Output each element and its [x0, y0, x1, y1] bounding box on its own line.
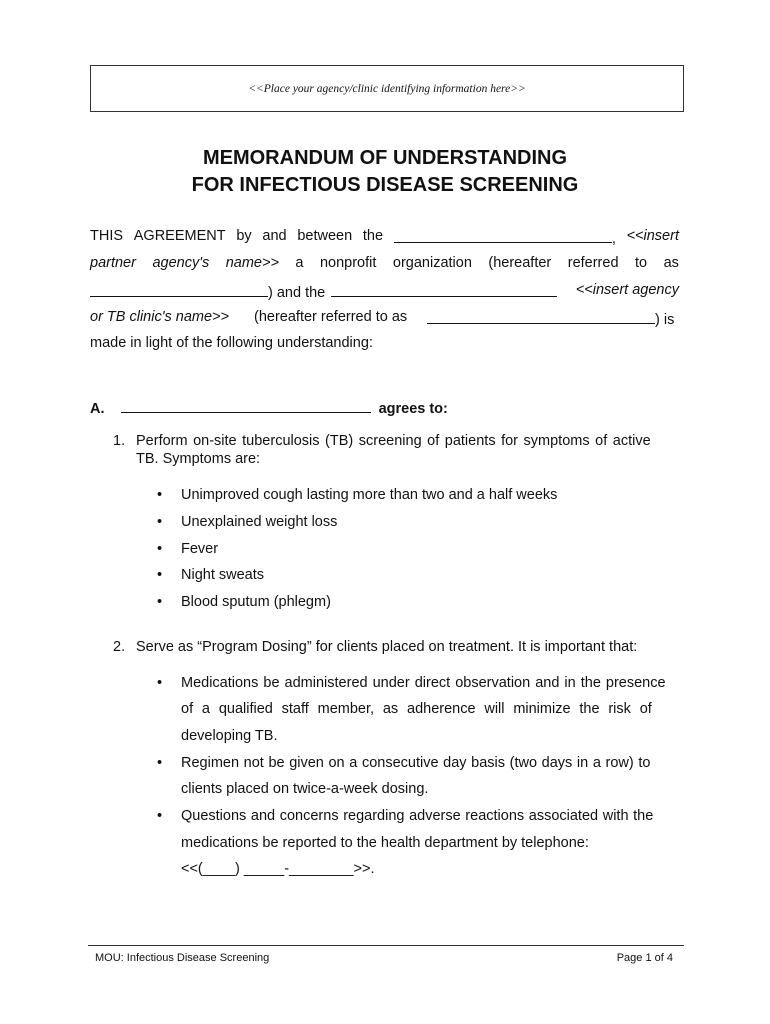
intro-word: THIS — [90, 228, 124, 244]
agency-info-placeholder — [90, 65, 684, 112]
intro-word: partner — [90, 255, 136, 271]
item-number: 1. — [113, 433, 126, 449]
intro-text: ) and the — [268, 285, 326, 301]
document-title-line-1: MEMORANDUM OF UNDERSTANDING — [202, 147, 568, 169]
intro-word: referred — [567, 255, 619, 271]
item-text: Perform on-site tuberculosis (TB) screening of patients for symptoms of active — [136, 433, 651, 449]
dosing-item-line: Medications be administered under direct observation and in the presence — [181, 675, 666, 691]
bullet-dot: • — [157, 487, 163, 503]
section-a-heading — [90, 398, 448, 417]
dosing-item-line: developing TB. — [181, 728, 278, 744]
item-2-line-1: Serve as “Program Dosing” for clients placed on treatment. It is important that: — [136, 639, 638, 655]
intro-word: the — [362, 228, 384, 244]
partner-agency-blank[interactable] — [394, 228, 612, 243]
intro-word: nonprofit — [319, 255, 377, 271]
intro-line-3-end: <<insert agency — [575, 282, 679, 298]
agency-info-text: <<Place your agency/clinic identifying information here>> — [248, 82, 526, 95]
bullet-dot: • — [157, 514, 163, 530]
dosing-item-line: Regimen not be given on a consecutive day basis (two days in a row) to — [181, 755, 651, 771]
item-1-line-2: TB. Symptoms are: — [136, 451, 261, 467]
intro-word: , — [611, 231, 616, 247]
item-1-line-1 — [136, 433, 679, 449]
bullet-dot: • — [157, 808, 163, 824]
dosing-item-line: clients placed on twice-a-week dosing. — [181, 781, 429, 797]
symptom-item: Fever — [181, 541, 219, 557]
dosing-item-line: Questions and concerns regarding adverse reactions associated with the — [181, 808, 654, 824]
intro-line-3 — [90, 282, 557, 301]
intro-line-2 — [90, 255, 679, 271]
intro-word: organization — [392, 255, 472, 271]
phone-number-placeholder[interactable]: <<(____) _____-________>>. — [181, 861, 375, 877]
intro-word: a — [295, 255, 304, 271]
intro-line-1 — [90, 228, 679, 247]
intro-line-4-start: or TB clinic's name>> — [90, 309, 229, 325]
intro-line-5: made in light of the following understanding: — [90, 335, 373, 351]
intro-word: between — [297, 228, 353, 244]
bullet-dot: • — [157, 755, 163, 771]
footer-divider — [88, 945, 684, 946]
bullet-dot: • — [157, 675, 163, 691]
intro-word: and — [262, 228, 287, 244]
intro-word: agency's — [152, 255, 210, 271]
dosing-item-line: medications be reported to the health department by telephone: — [181, 835, 589, 851]
section-letter: A. — [90, 401, 105, 417]
intro-word: <<insert — [626, 228, 679, 244]
section-a-label: agrees to: — [378, 401, 448, 417]
bullet-dot: • — [157, 567, 163, 583]
symptom-item: Unimproved cough lasting more than two and a half weeks — [181, 487, 558, 503]
intro-word: name>> — [225, 255, 279, 271]
intro-text: ) is — [655, 312, 675, 328]
intro-line-4-end — [427, 309, 674, 328]
document-title-line-2: FOR INFECTIOUS DISEASE SCREENING — [191, 174, 579, 196]
intro-word: to — [635, 255, 648, 271]
footer-page-number: Page 1 of 4 — [616, 952, 673, 964]
intro-word: by — [236, 228, 252, 244]
bullet-dot: • — [157, 541, 163, 557]
intro-word: AGREEMENT — [133, 228, 226, 244]
intro-word: as — [663, 255, 679, 271]
intro-word: (hereafter — [488, 255, 552, 271]
item-number: 2. — [113, 639, 126, 655]
intro-line-4-mid: (hereafter referred to as — [254, 309, 408, 325]
footer-document-name: MOU: Infectious Disease Screening — [95, 952, 270, 964]
symptom-item: Night sweats — [181, 567, 265, 583]
symptom-item: Blood sputum (phlegm) — [181, 594, 331, 610]
partner-short-name-blank[interactable] — [90, 282, 268, 297]
symptom-item: Unexplained weight loss — [181, 514, 338, 530]
bullet-dot: • — [157, 594, 163, 610]
dosing-item-line: of a qualified staff member, as adherence will minimize the risk of — [181, 701, 652, 717]
section-a-agency-blank[interactable] — [121, 398, 371, 413]
clinic-name-blank[interactable] — [331, 282, 557, 297]
clinic-short-name-blank[interactable] — [427, 309, 655, 324]
